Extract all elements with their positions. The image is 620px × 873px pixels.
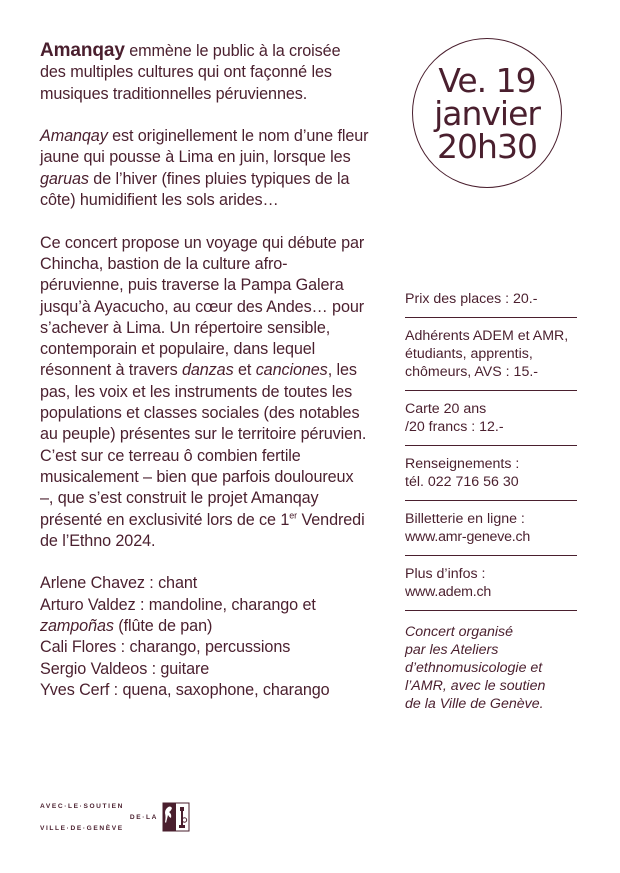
reduced-line-1: Adhérents ADEM et AMR, (405, 328, 569, 344)
more-label: Plus d’infos : (405, 566, 486, 582)
intro-paragraph (40, 40, 370, 105)
price-text: Prix des places : 20.- (405, 291, 538, 307)
sponsor-line-3: VILLE·DE·GENÈVE (40, 824, 124, 832)
contact-block (405, 455, 577, 501)
info-column (405, 290, 577, 713)
card-price-block (405, 400, 577, 446)
date-month: janvier (434, 93, 540, 133)
main-text-column (40, 40, 370, 701)
flower-name: Amanqay (40, 127, 108, 146)
contact-label: Renseignements : (405, 456, 520, 472)
musician-arturo-2: (flûte de pan) (113, 617, 213, 636)
organizer-line-2: par les Ateliers (405, 642, 499, 658)
date-circle (412, 38, 562, 188)
canciones-term: canciones (255, 361, 328, 380)
musician-sergio: Sergio Valdeos : guitare (40, 659, 210, 678)
geneva-coat-of-arms-icon (162, 802, 190, 832)
concert-paragraph (40, 233, 370, 552)
sponsor-line-2: DE·LA (129, 813, 158, 821)
more-info-link[interactable]: www.adem.ch (405, 584, 492, 600)
musicians-list (40, 573, 370, 701)
concert-text-1: Ce concert propose un voyage qui débute par Chincha, bastion de la culture afro-péruvienne, puis traverse la Pampa Galera jusqu’à Ayacucho, au cœur des Andes… pour s’achever à Lima. Un répertoire sensible, contemporain et populaire, dans lequel résonnent à travers (40, 233, 365, 380)
contact-phone: tél. 022 716 56 30 (405, 474, 519, 490)
flower-paragraph (40, 126, 370, 211)
musician-arlene: Arlene Chavez : chant (40, 574, 198, 593)
sponsor-text (40, 801, 158, 834)
tickets-link[interactable]: www.amr-geneve.ch (405, 529, 531, 545)
ordinal-suffix: er (289, 510, 298, 521)
organizer-note (405, 623, 577, 713)
price-block (405, 290, 577, 318)
date-day: Ve. 19 (438, 60, 536, 100)
flower-text-2: de l’hiver (fines pluies typiques de la côte) humidifient les sols arides… (40, 169, 350, 210)
brand-name: Amanqay (40, 40, 125, 61)
tickets-label: Billetterie en ligne : (405, 511, 525, 527)
city-sponsor-logo (40, 800, 192, 834)
organizer-line-1: Concert organisé (405, 624, 514, 640)
reduced-line-3: chômeurs, AVS : 15.- (405, 364, 538, 380)
sponsor-line-1: AVEC·LE·SOUTIEN (40, 802, 124, 810)
intro-text: emmène le public à la croisée des multiples cultures qui ont façonné les musiques traditionnelles péruviennes. (40, 42, 341, 103)
garuas-term: garuas (40, 169, 89, 188)
concert-text-3: Vendredi de l’Ethno 2024. (40, 510, 365, 550)
reduced-price-block (405, 327, 577, 391)
flower-text-1: est originellement le nom d’une fleur jaune qui pousse à Lima en juin, lorsque les (40, 127, 369, 167)
reduced-line-2: étudiants, apprentis, (405, 346, 533, 362)
organizer-line-3: d’ethnomusicologie et (405, 660, 543, 676)
more-info-block (405, 565, 577, 611)
card-line-2: /20 francs : 12.- (405, 419, 504, 435)
date-time: 20h30 (437, 126, 537, 166)
musician-cali: Cali Flores : charango, percussions (40, 638, 291, 657)
musician-yves: Yves Cerf : quena, saxophone, charango (40, 680, 330, 699)
concert-text-2: , les pas, les voix et les instruments de toutes les populations et classes sociales (des notables au peuple) présentes sur le territoire péruvien. C’est sur ce terreau ô combien fertile musicalement – bien que parfois douloureux –, que s’est construit le projet Amanqay présenté en exclusivité lors de ce 1 (40, 361, 367, 529)
tickets-block (405, 510, 577, 556)
danzas-term: danzas (181, 361, 234, 380)
organizer-line-4: l’AMR, avec le soutien (405, 678, 546, 694)
musician-arturo-1: Arturo Valdez : mandoline, charango et (40, 595, 316, 614)
organizer-line-5: de la Ville de Genève. (405, 696, 544, 712)
card-line-1: Carte 20 ans (405, 401, 487, 417)
zamponas-term: zampoñas (40, 617, 114, 636)
concert-and: et (233, 361, 256, 380)
